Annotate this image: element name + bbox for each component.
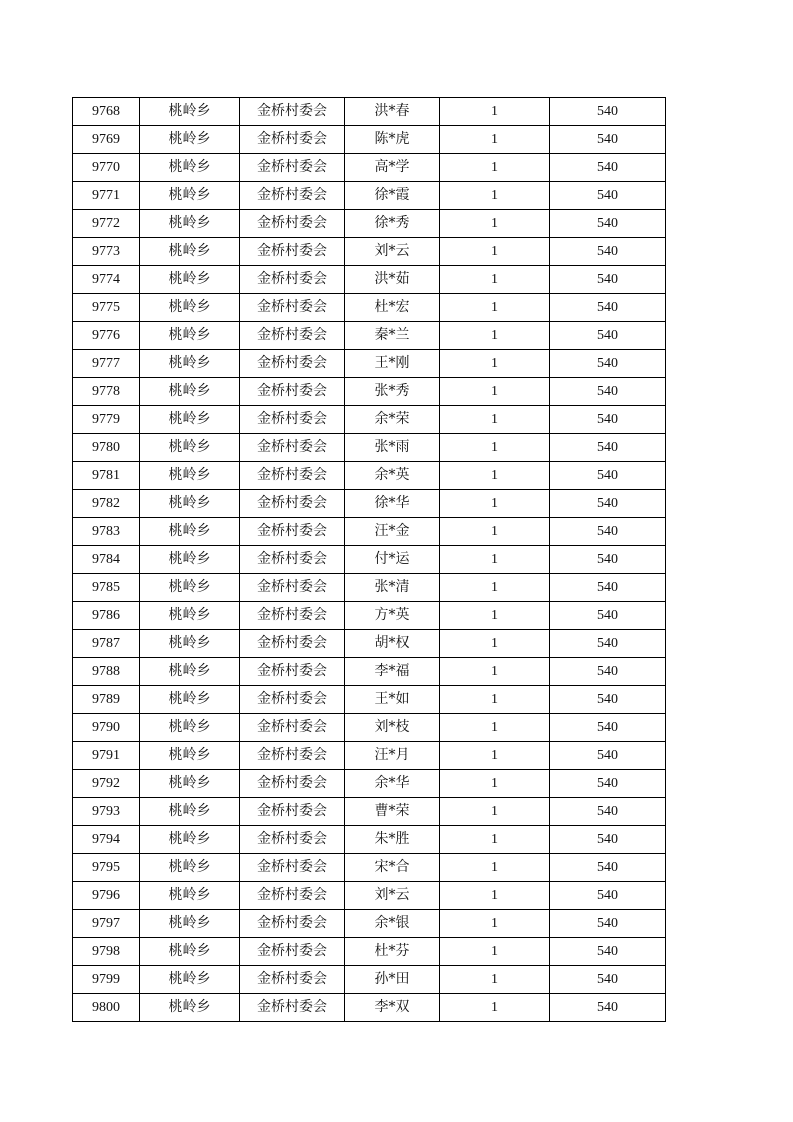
cell-township: 桃岭乡	[140, 546, 240, 574]
cell-count: 1	[440, 966, 550, 994]
cell-count: 1	[440, 182, 550, 210]
table-row	[73, 518, 666, 546]
table-row	[73, 434, 666, 462]
cell-village-committee: 金桥村委会	[240, 434, 345, 462]
cell-township: 桃岭乡	[140, 910, 240, 938]
cell-serial-number: 9769	[73, 126, 140, 154]
cell-village-committee: 金桥村委会	[240, 462, 345, 490]
cell-person-name: 张*清	[345, 574, 440, 602]
cell-township: 桃岭乡	[140, 770, 240, 798]
cell-amount: 540	[550, 490, 666, 518]
cell-village-committee: 金桥村委会	[240, 686, 345, 714]
cell-village-committee: 金桥村委会	[240, 322, 345, 350]
cell-amount: 540	[550, 266, 666, 294]
cell-count: 1	[440, 462, 550, 490]
table-row	[73, 490, 666, 518]
cell-serial-number: 9768	[73, 98, 140, 126]
cell-serial-number: 9771	[73, 182, 140, 210]
cell-amount: 540	[550, 294, 666, 322]
cell-township: 桃岭乡	[140, 714, 240, 742]
cell-serial-number: 9777	[73, 350, 140, 378]
cell-amount: 540	[550, 630, 666, 658]
cell-township: 桃岭乡	[140, 658, 240, 686]
table-row	[73, 294, 666, 322]
cell-person-name: 洪*茹	[345, 266, 440, 294]
cell-serial-number: 9784	[73, 546, 140, 574]
cell-township: 桃岭乡	[140, 882, 240, 910]
cell-village-committee: 金桥村委会	[240, 658, 345, 686]
cell-village-committee: 金桥村委会	[240, 574, 345, 602]
cell-township: 桃岭乡	[140, 322, 240, 350]
table-row	[73, 742, 666, 770]
cell-count: 1	[440, 602, 550, 630]
cell-count: 1	[440, 322, 550, 350]
cell-count: 1	[440, 574, 550, 602]
cell-township: 桃岭乡	[140, 378, 240, 406]
cell-township: 桃岭乡	[140, 630, 240, 658]
cell-person-name: 余*荣	[345, 406, 440, 434]
cell-serial-number: 9793	[73, 798, 140, 826]
cell-count: 1	[440, 546, 550, 574]
cell-township: 桃岭乡	[140, 742, 240, 770]
table-row	[73, 686, 666, 714]
cell-count: 1	[440, 742, 550, 770]
cell-person-name: 曹*荣	[345, 798, 440, 826]
cell-amount: 540	[550, 882, 666, 910]
cell-township: 桃岭乡	[140, 266, 240, 294]
cell-amount: 540	[550, 350, 666, 378]
cell-village-committee: 金桥村委会	[240, 350, 345, 378]
cell-count: 1	[440, 658, 550, 686]
cell-count: 1	[440, 490, 550, 518]
cell-serial-number: 9778	[73, 378, 140, 406]
cell-count: 1	[440, 406, 550, 434]
table-row	[73, 630, 666, 658]
cell-amount: 540	[550, 406, 666, 434]
cell-amount: 540	[550, 98, 666, 126]
table-row	[73, 350, 666, 378]
table-row	[73, 238, 666, 266]
cell-township: 桃岭乡	[140, 938, 240, 966]
cell-serial-number: 9773	[73, 238, 140, 266]
cell-person-name: 孙*田	[345, 966, 440, 994]
cell-township: 桃岭乡	[140, 686, 240, 714]
cell-village-committee: 金桥村委会	[240, 854, 345, 882]
cell-person-name: 汪*金	[345, 518, 440, 546]
cell-amount: 540	[550, 686, 666, 714]
table-row	[73, 378, 666, 406]
table-row	[73, 182, 666, 210]
cell-person-name: 李*福	[345, 658, 440, 686]
cell-person-name: 方*英	[345, 602, 440, 630]
cell-count: 1	[440, 938, 550, 966]
cell-township: 桃岭乡	[140, 826, 240, 854]
cell-village-committee: 金桥村委会	[240, 714, 345, 742]
cell-serial-number: 9781	[73, 462, 140, 490]
table-row	[73, 966, 666, 994]
cell-village-committee: 金桥村委会	[240, 938, 345, 966]
cell-township: 桃岭乡	[140, 210, 240, 238]
table-row	[73, 574, 666, 602]
cell-village-committee: 金桥村委会	[240, 966, 345, 994]
cell-amount: 540	[550, 434, 666, 462]
cell-person-name: 高*学	[345, 154, 440, 182]
cell-amount: 540	[550, 826, 666, 854]
table-row	[73, 462, 666, 490]
cell-serial-number: 9770	[73, 154, 140, 182]
cell-person-name: 余*银	[345, 910, 440, 938]
roster-table-body	[73, 98, 666, 1022]
cell-count: 1	[440, 154, 550, 182]
cell-amount: 540	[550, 938, 666, 966]
table-row	[73, 798, 666, 826]
table-row	[73, 266, 666, 294]
cell-village-committee: 金桥村委会	[240, 826, 345, 854]
cell-village-committee: 金桥村委会	[240, 182, 345, 210]
cell-township: 桃岭乡	[140, 294, 240, 322]
cell-count: 1	[440, 434, 550, 462]
cell-village-committee: 金桥村委会	[240, 630, 345, 658]
cell-amount: 540	[550, 910, 666, 938]
cell-amount: 540	[550, 546, 666, 574]
cell-village-committee: 金桥村委会	[240, 910, 345, 938]
cell-serial-number: 9796	[73, 882, 140, 910]
cell-serial-number: 9789	[73, 686, 140, 714]
cell-village-committee: 金桥村委会	[240, 98, 345, 126]
cell-township: 桃岭乡	[140, 798, 240, 826]
table-row	[73, 602, 666, 630]
cell-count: 1	[440, 910, 550, 938]
cell-person-name: 宋*合	[345, 854, 440, 882]
cell-person-name: 徐*霞	[345, 182, 440, 210]
cell-township: 桃岭乡	[140, 574, 240, 602]
cell-amount: 540	[550, 182, 666, 210]
table-row	[73, 826, 666, 854]
cell-village-committee: 金桥村委会	[240, 994, 345, 1022]
cell-count: 1	[440, 630, 550, 658]
cell-serial-number: 9774	[73, 266, 140, 294]
cell-person-name: 秦*兰	[345, 322, 440, 350]
cell-serial-number: 9776	[73, 322, 140, 350]
cell-serial-number: 9800	[73, 994, 140, 1022]
cell-amount: 540	[550, 378, 666, 406]
cell-count: 1	[440, 238, 550, 266]
cell-count: 1	[440, 378, 550, 406]
cell-person-name: 刘*云	[345, 882, 440, 910]
cell-township: 桃岭乡	[140, 518, 240, 546]
cell-count: 1	[440, 798, 550, 826]
cell-person-name: 李*双	[345, 994, 440, 1022]
cell-amount: 540	[550, 770, 666, 798]
cell-count: 1	[440, 686, 550, 714]
cell-serial-number: 9787	[73, 630, 140, 658]
cell-person-name: 徐*华	[345, 490, 440, 518]
cell-count: 1	[440, 882, 550, 910]
cell-count: 1	[440, 770, 550, 798]
cell-serial-number: 9794	[73, 826, 140, 854]
cell-township: 桃岭乡	[140, 854, 240, 882]
cell-count: 1	[440, 714, 550, 742]
cell-village-committee: 金桥村委会	[240, 210, 345, 238]
cell-person-name: 杜*芬	[345, 938, 440, 966]
cell-person-name: 洪*春	[345, 98, 440, 126]
cell-person-name: 余*华	[345, 770, 440, 798]
cell-serial-number: 9799	[73, 966, 140, 994]
cell-township: 桃岭乡	[140, 98, 240, 126]
cell-amount: 540	[550, 518, 666, 546]
cell-person-name: 刘*枝	[345, 714, 440, 742]
table-row	[73, 126, 666, 154]
table-row	[73, 938, 666, 966]
table-row	[73, 658, 666, 686]
cell-township: 桃岭乡	[140, 406, 240, 434]
cell-count: 1	[440, 826, 550, 854]
cell-amount: 540	[550, 322, 666, 350]
cell-count: 1	[440, 98, 550, 126]
cell-amount: 540	[550, 742, 666, 770]
cell-amount: 540	[550, 126, 666, 154]
cell-amount: 540	[550, 210, 666, 238]
cell-village-committee: 金桥村委会	[240, 294, 345, 322]
cell-count: 1	[440, 350, 550, 378]
cell-serial-number: 9782	[73, 490, 140, 518]
cell-amount: 540	[550, 154, 666, 182]
cell-serial-number: 9780	[73, 434, 140, 462]
cell-village-committee: 金桥村委会	[240, 602, 345, 630]
cell-village-committee: 金桥村委会	[240, 770, 345, 798]
cell-serial-number: 9798	[73, 938, 140, 966]
cell-village-committee: 金桥村委会	[240, 798, 345, 826]
cell-count: 1	[440, 294, 550, 322]
cell-serial-number: 9795	[73, 854, 140, 882]
table-row	[73, 210, 666, 238]
cell-person-name: 徐*秀	[345, 210, 440, 238]
cell-count: 1	[440, 126, 550, 154]
cell-serial-number: 9790	[73, 714, 140, 742]
cell-person-name: 张*秀	[345, 378, 440, 406]
cell-amount: 540	[550, 798, 666, 826]
cell-serial-number: 9772	[73, 210, 140, 238]
cell-village-committee: 金桥村委会	[240, 406, 345, 434]
table-row	[73, 994, 666, 1022]
cell-village-committee: 金桥村委会	[240, 518, 345, 546]
cell-count: 1	[440, 266, 550, 294]
cell-village-committee: 金桥村委会	[240, 266, 345, 294]
table-row	[73, 770, 666, 798]
cell-township: 桃岭乡	[140, 126, 240, 154]
cell-person-name: 刘*云	[345, 238, 440, 266]
cell-amount: 540	[550, 574, 666, 602]
cell-amount: 540	[550, 602, 666, 630]
cell-township: 桃岭乡	[140, 182, 240, 210]
cell-amount: 540	[550, 994, 666, 1022]
table-row	[73, 854, 666, 882]
table-row	[73, 322, 666, 350]
table-row	[73, 910, 666, 938]
table-row	[73, 154, 666, 182]
cell-village-committee: 金桥村委会	[240, 490, 345, 518]
cell-village-committee: 金桥村委会	[240, 882, 345, 910]
cell-township: 桃岭乡	[140, 154, 240, 182]
table-row	[73, 882, 666, 910]
cell-person-name: 余*英	[345, 462, 440, 490]
cell-serial-number: 9792	[73, 770, 140, 798]
cell-person-name: 朱*胜	[345, 826, 440, 854]
cell-person-name: 王*刚	[345, 350, 440, 378]
cell-township: 桃岭乡	[140, 602, 240, 630]
cell-village-committee: 金桥村委会	[240, 126, 345, 154]
cell-village-committee: 金桥村委会	[240, 378, 345, 406]
cell-count: 1	[440, 210, 550, 238]
cell-serial-number: 9791	[73, 742, 140, 770]
cell-count: 1	[440, 518, 550, 546]
cell-count: 1	[440, 854, 550, 882]
cell-person-name: 张*雨	[345, 434, 440, 462]
cell-serial-number: 9783	[73, 518, 140, 546]
cell-township: 桃岭乡	[140, 238, 240, 266]
cell-amount: 540	[550, 658, 666, 686]
cell-person-name: 汪*月	[345, 742, 440, 770]
cell-serial-number: 9785	[73, 574, 140, 602]
cell-amount: 540	[550, 462, 666, 490]
table-row	[73, 714, 666, 742]
cell-township: 桃岭乡	[140, 462, 240, 490]
cell-township: 桃岭乡	[140, 350, 240, 378]
cell-serial-number: 9775	[73, 294, 140, 322]
table-row	[73, 406, 666, 434]
table-row	[73, 98, 666, 126]
cell-person-name: 胡*权	[345, 630, 440, 658]
cell-amount: 540	[550, 714, 666, 742]
cell-serial-number: 9779	[73, 406, 140, 434]
cell-person-name: 付*运	[345, 546, 440, 574]
cell-serial-number: 9788	[73, 658, 140, 686]
cell-amount: 540	[550, 238, 666, 266]
cell-township: 桃岭乡	[140, 966, 240, 994]
cell-serial-number: 9786	[73, 602, 140, 630]
cell-person-name: 王*如	[345, 686, 440, 714]
table-row	[73, 546, 666, 574]
cell-person-name: 杜*宏	[345, 294, 440, 322]
cell-township: 桃岭乡	[140, 994, 240, 1022]
cell-township: 桃岭乡	[140, 434, 240, 462]
cell-count: 1	[440, 994, 550, 1022]
cell-serial-number: 9797	[73, 910, 140, 938]
cell-amount: 540	[550, 854, 666, 882]
cell-village-committee: 金桥村委会	[240, 546, 345, 574]
cell-township: 桃岭乡	[140, 490, 240, 518]
cell-village-committee: 金桥村委会	[240, 238, 345, 266]
cell-village-committee: 金桥村委会	[240, 154, 345, 182]
cell-person-name: 陈*虎	[345, 126, 440, 154]
cell-village-committee: 金桥村委会	[240, 742, 345, 770]
cell-amount: 540	[550, 966, 666, 994]
roster-table	[72, 97, 666, 1022]
